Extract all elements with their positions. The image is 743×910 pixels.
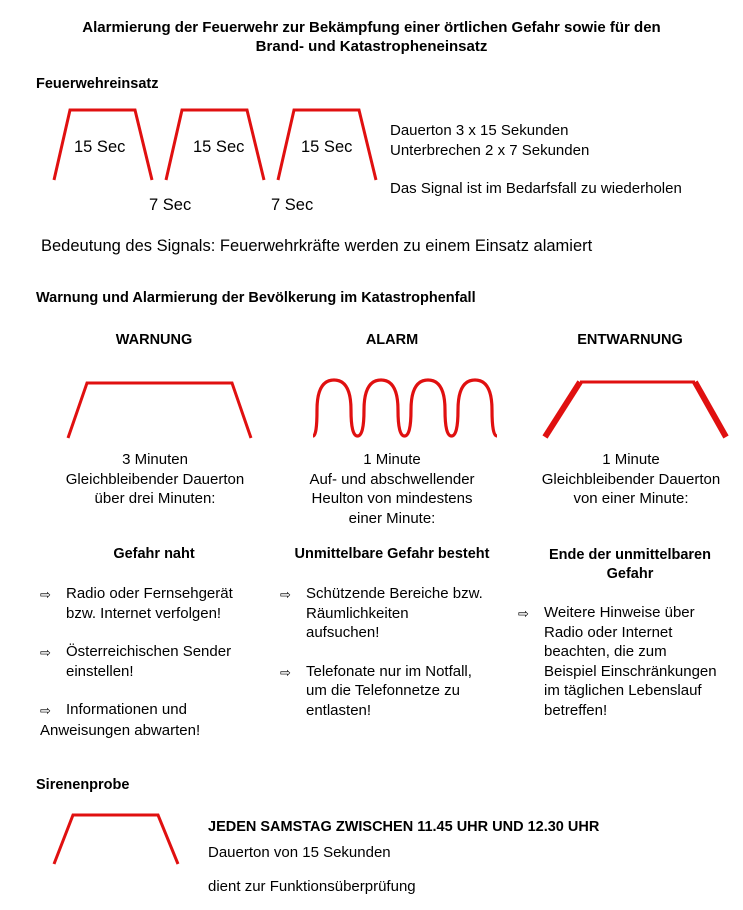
bullet-line: bzw. Internet verfolgen! [66, 604, 222, 622]
bullet-line: beachten, die zum [544, 643, 667, 660]
arrow-icon: ⇨ [40, 645, 51, 660]
bullet-text [544, 603, 717, 720]
title-line-1: Alarmierung der Feuerwehr zur Bekämpfung einer örtlichen Gefahr sowie für den [82, 19, 661, 36]
entwarnung-duration: 1 Minute [602, 451, 660, 468]
warnung-signal-line [68, 383, 251, 438]
bullet-line: Österreichischen Sender [66, 643, 232, 660]
alarm-desc-3: einer Minute: [348, 509, 436, 527]
bullet-line: einstellen! [66, 662, 134, 680]
bullet-line: entlasten! [306, 701, 372, 719]
warn-section-heading: Warnung und Alarmierung der Bevölkerung im Katastrophenfall [36, 290, 476, 306]
list-item [518, 603, 743, 720]
fire-pause-label-2: 7 Sec [271, 196, 314, 214]
list-item [40, 642, 270, 681]
arrow-icon: ⇨ [40, 703, 51, 718]
bullet-line: Räumlichkeiten [306, 604, 409, 622]
alarm-description [277, 450, 507, 528]
alarm-duration: 1 Minute [363, 451, 421, 468]
entwarnung-action-title-1: Ende der unmittelbaren [549, 547, 711, 563]
alarm-action-title: Unmittelbare Gefahr besteht [294, 546, 490, 562]
bullet-line: Beispiel Einschränkungen [544, 662, 717, 680]
fire-desc-2: Unterbrechen 2 x 7 Sekunden [390, 141, 590, 159]
bullet-text [306, 584, 483, 643]
arrow-icon: ⇨ [518, 606, 529, 621]
arrow-icon: ⇨ [280, 664, 291, 680]
bullet-line: aufsuchen! [306, 624, 380, 641]
warnung-title: WARNUNG [115, 332, 193, 348]
warnung-signal [60, 370, 260, 445]
test-signal-line [54, 815, 178, 864]
entwarnung-title: ENTWARNUNG [577, 332, 683, 348]
entwarnung-bullets [518, 603, 743, 720]
fire-pulse-label-2: 15 Sec [193, 138, 245, 156]
test-signal [48, 808, 188, 868]
bullet-line: Radio oder Fernsehgerät [66, 585, 233, 602]
entwarnung-description [516, 450, 743, 509]
alarm-title: ALARM [365, 332, 419, 348]
fire-desc-3: Das Signal ist im Bedarfsfall zu wiederholen [390, 180, 682, 197]
alarm-desc-2: Heulton von mindestens [311, 490, 473, 507]
fire-description [390, 121, 589, 160]
entwarnung-desc-1: Gleichbleibender Dauerton [541, 470, 721, 488]
test-main: JEDEN SAMSTAG ZWISCHEN 11.45 UHR UND 12.30 UHR [208, 819, 600, 835]
test-section-heading: Sirenenprobe [36, 777, 130, 793]
list-item [40, 584, 270, 623]
fire-pulse-label-3: 15 Sec [301, 138, 353, 156]
title-line-2: Brand- und Katastropheneinsatz [255, 38, 488, 55]
alarm-desc-1: Auf- und abschwellender [309, 470, 475, 488]
bullet-line: Telefonate nur im Notfall, [306, 662, 472, 680]
alarm-bullets [280, 584, 510, 720]
arrow-icon: ⇨ [40, 587, 51, 602]
test-line-2: Dauerton von 15 Sekunden [208, 844, 391, 861]
list-item [280, 584, 510, 643]
warnung-action-title: Gefahr naht [113, 546, 195, 562]
warnung-desc-1: Gleichbleibender Dauerton [65, 470, 245, 488]
bullet-line: Anweisungen abwarten! [40, 721, 201, 739]
fire-desc-1: Dauerton 3 x 15 Sekunden [390, 122, 569, 139]
warnung-description [40, 450, 270, 509]
fire-meaning: Bedeutung des Signals: Feuerwehrkräfte werden zu einem Einsatz alamiert [41, 237, 593, 255]
warnung-desc-2: über drei Minuten: [94, 490, 216, 507]
fire-signal-diagram [40, 100, 380, 215]
alarm-signal-line [313, 380, 497, 436]
bullet-line: Radio oder Internet [544, 623, 673, 641]
entwarnung-action-title [517, 546, 743, 584]
entwarnung-signal-rise [545, 382, 580, 437]
alarm-signal [305, 370, 500, 445]
bullet-line: Weitere Hinweise über [544, 604, 695, 621]
bullet-text [306, 662, 472, 721]
fire-pause-label-1: 7 Sec [149, 196, 192, 214]
fire-section-heading: Feuerwehreinsatz [36, 76, 159, 92]
bullet-line: betreffen! [544, 701, 608, 719]
test-line-3: dient zur Funktionsüberprüfung [208, 878, 416, 895]
arrow-icon: ⇨ [280, 587, 291, 602]
warnung-duration: 3 Minuten [122, 451, 188, 468]
entwarnung-signal-fall [695, 382, 726, 437]
entwarnung-desc-2: von einer Minute: [573, 490, 689, 507]
bullet-text [66, 642, 231, 681]
bullet-line: im täglichen Lebenslauf [544, 682, 702, 699]
list-item [280, 662, 510, 721]
bullet-line: Informationen und [66, 701, 187, 718]
page-title [0, 18, 743, 56]
bullet-line: Schützende Bereiche bzw. [306, 585, 483, 602]
bullet-line: um die Telefonnetze zu [306, 682, 460, 699]
bullet-text [66, 584, 233, 623]
entwarnung-action-title-2: Gefahr [606, 566, 654, 582]
warnung-bullets [40, 584, 270, 740]
entwarnung-signal [536, 370, 736, 445]
list-item [40, 700, 270, 740]
fire-pulse-label-1: 15 Sec [74, 138, 126, 156]
